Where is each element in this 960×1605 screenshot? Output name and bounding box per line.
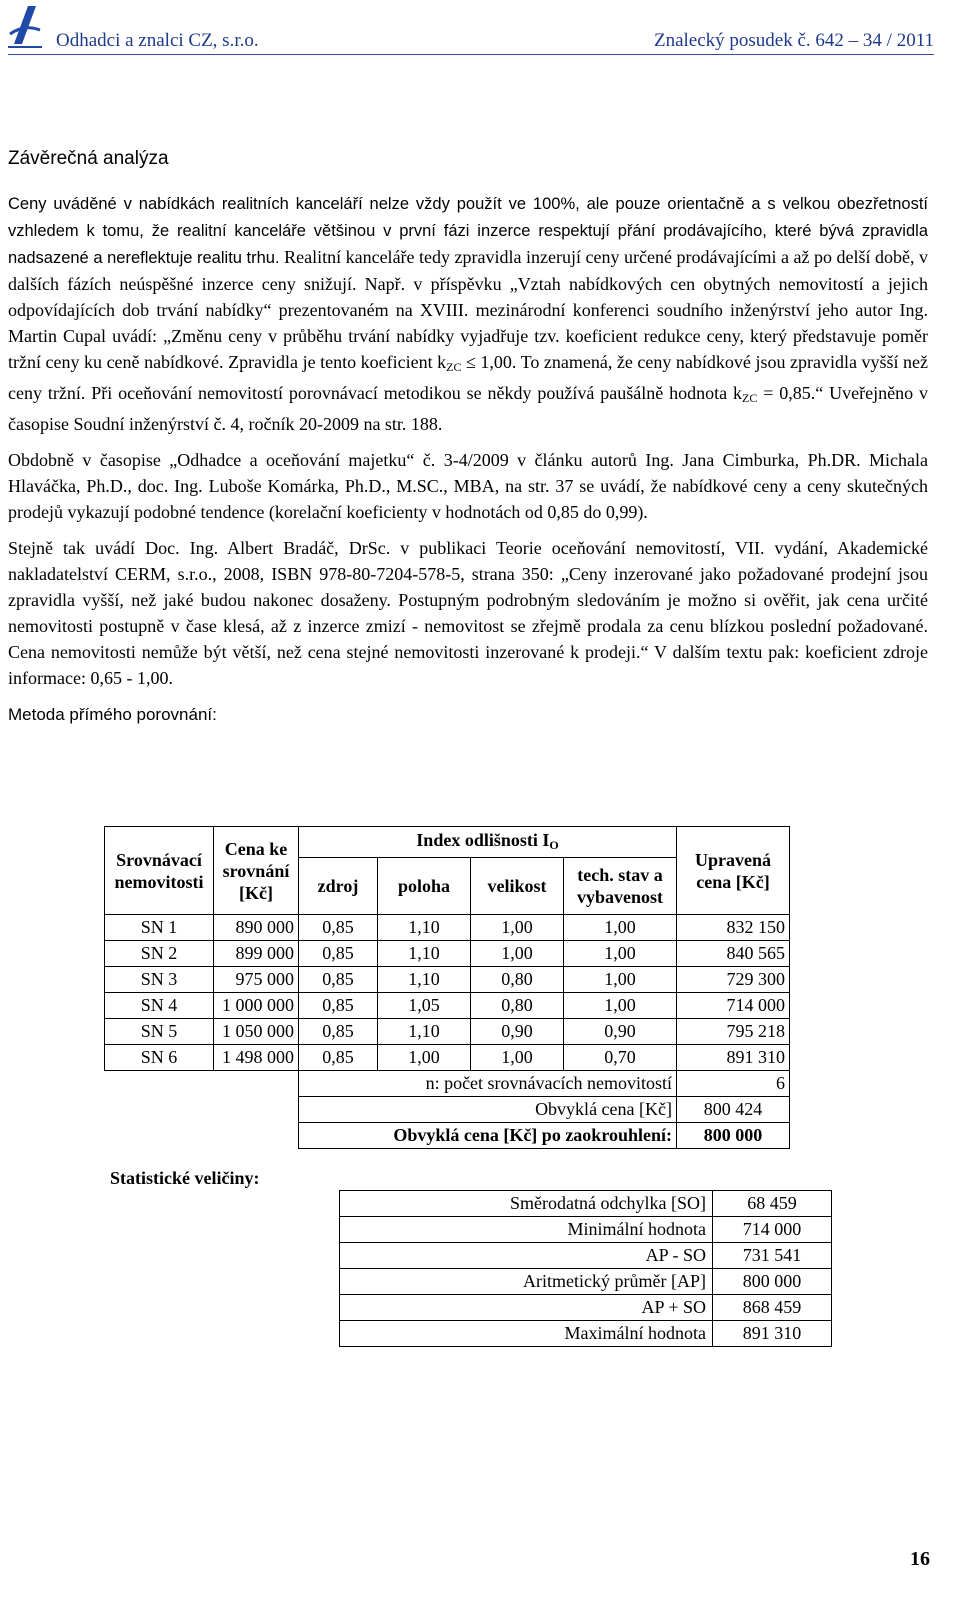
cell: 1,10 — [378, 915, 471, 941]
cell: SN 6 — [105, 1045, 214, 1071]
comparison-table — [104, 826, 790, 1149]
cell: 1,05 — [378, 993, 471, 1019]
table-header-row — [105, 827, 790, 858]
cell: 1,00 — [471, 1045, 564, 1071]
stat-label: Aritmetický průměr [AP] — [340, 1269, 713, 1295]
table-row — [340, 1321, 832, 1347]
header-stav: tech. stav a vybavenost — [564, 858, 677, 915]
cell: 1 498 000 — [214, 1045, 299, 1071]
blank-cell — [105, 1123, 299, 1149]
cell: 891 310 — [677, 1045, 790, 1071]
cell: 0,85 — [299, 941, 378, 967]
table-row — [105, 1045, 790, 1071]
paragraph-bradac: Stejně tak uvádí Doc. Ing. Albert Bradáč, DrSc. v publikaci Teorie oceňování nemovitostí, VII. vydání, Akademické nakladatelství CERM, s.r.o., 2008, ISBN 978-80-7204-578-5, strana 350: „Ceny inzerované jako požadované prodejní jsou zpravidla vyšší, než jaké budou nakonec dosaženy. Postupným podrobným sledováním je možno si ověřit, jak cena určité nemovitosti postupně v čase klesá, až z inzerce zmizí - nemovitost se zřejmě prodala za cenu blízkou poslední požadované. Cena nemovitosti nemůže být větší, než cena stejné nemovitosti inzerované k prodeji.“ V dalším textu pak: koeficient zdroje informace: 0,65 - 1,00. — [8, 538, 928, 688]
cell: 0,85 — [299, 1019, 378, 1045]
average-label: Obvyklá cena [Kč] — [299, 1097, 677, 1123]
cell: SN 2 — [105, 941, 214, 967]
cell: 1 000 000 — [214, 993, 299, 1019]
table-row — [340, 1295, 832, 1321]
document-body — [8, 146, 928, 737]
intro-text-d: ≤ 1,00. To znamená, že ceny nabídkové jsou zpravidla vyšší než ceny tržní. Při oceňování nemovitostí porovnávací metodikou se někdy používá paušálně hodnota k — [8, 352, 928, 403]
subscript-zc-2: ZC — [741, 391, 758, 405]
count-value: 6 — [677, 1071, 790, 1097]
cell: 1,00 — [564, 915, 677, 941]
header-upravena: Upravená cena [Kč] — [677, 827, 790, 915]
average-value: 800 424 — [677, 1097, 790, 1123]
header-index-sub: O — [549, 837, 559, 852]
blank-cell — [105, 1097, 299, 1123]
table-row — [340, 1217, 832, 1243]
rounded-label: Obvyklá cena [Kč] po zaokrouhlení: — [299, 1123, 677, 1149]
cell: SN 1 — [105, 915, 214, 941]
paragraph-similar: Obdobně v časopise „Odhadce a oceňování majetku“ č. 3-4/2009 v článku autorů Ing. Jana Cimburka, Ph.DR. Michala Hlaváčka, Ph.D., doc. Ing. Luboše Komárka, Ph.D., M.SC., MBA, na str. 37 se uvádí, že nabídkové ceny a ceny skutečných prodejů vykazují podobné tendence (korelační koeficienty v hodnotách od 0,85 do 0,99). — [8, 450, 928, 522]
page-number: 16 — [910, 1548, 930, 1570]
table-row — [105, 915, 790, 941]
header-divider — [8, 54, 934, 55]
cell: 1,10 — [378, 967, 471, 993]
page-header — [0, 0, 960, 56]
header-report-number: Znalecký posudek č. 642 – 34 / 2011 — [653, 30, 934, 51]
cell: 840 565 — [677, 941, 790, 967]
cell: 0,90 — [564, 1019, 677, 1045]
header-velikost: velikost — [471, 858, 564, 915]
summary-row-count — [105, 1071, 790, 1097]
cell: 729 300 — [677, 967, 790, 993]
stat-value: 731 541 — [713, 1243, 832, 1269]
company-logo-icon — [8, 4, 42, 48]
stat-label: Maximální hodnota — [340, 1321, 713, 1347]
intro-text-e: = 0,85.“ Uveřejněno v časopise Soudní inženýrství č. 4, ročník 20-2009 na str. 188. — [8, 383, 928, 434]
subscript-zc-1: ZC — [446, 360, 462, 374]
cell: 0,85 — [299, 993, 378, 1019]
stat-label: AP - SO — [340, 1243, 713, 1269]
table-row — [105, 941, 790, 967]
intro-text-b: Realitní kanceláře tedy zpravidla inzerují ceny určené prodávajícími a až po delší době, v dalších fázích neúspěšné inzerce ceny snižují. — [8, 247, 928, 294]
cell: 0,85 — [299, 967, 378, 993]
stat-value: 868 459 — [713, 1295, 832, 1321]
header-index — [299, 827, 677, 858]
cell: 1,00 — [564, 967, 677, 993]
cell: 0,80 — [471, 993, 564, 1019]
cell: 0,85 — [299, 915, 378, 941]
cell: 899 000 — [214, 941, 299, 967]
cell: 832 150 — [677, 915, 790, 941]
summary-row-average — [105, 1097, 790, 1123]
statistics-table — [339, 1190, 832, 1347]
statistics-label: Statistické veličiny: — [110, 1168, 260, 1188]
table-row — [340, 1243, 832, 1269]
intro-text-c: Např. v příspěvku „Vztah nabídkových cen obytných nemovitostí a jejich odpovídajících dob trvání nabídky“ prezentovaném na XVIII. mezinárodní konferenci soudního inženýrství jeho autor Ing. Martin Cupal uvádí: „Změnu ceny v průběhu trvání nabídky vyjadřuje tzv. koeficient redukce ceny, který představuje poměr tržní ceny ku ceně nabídkové. Zpravidla je tento koeficient k — [8, 274, 928, 372]
count-label: n: počet srovnávacích nemovitostí — [299, 1071, 677, 1097]
paragraph-intro — [8, 190, 928, 437]
cell: 0,80 — [471, 967, 564, 993]
cell: 1,00 — [471, 915, 564, 941]
cell: 714 000 — [677, 993, 790, 1019]
table-row — [340, 1269, 832, 1295]
stat-value: 68 459 — [713, 1191, 832, 1217]
stat-value: 891 310 — [713, 1321, 832, 1347]
method-heading: Metoda přímého porovnání: — [8, 705, 217, 724]
blank-cell — [105, 1071, 299, 1097]
summary-row-rounded — [105, 1123, 790, 1149]
cell: 975 000 — [214, 967, 299, 993]
header-company: Odhadci a znalci CZ, s.r.o. — [56, 30, 259, 51]
table-row — [105, 1019, 790, 1045]
cell: 1,10 — [378, 941, 471, 967]
cell: 890 000 — [214, 915, 299, 941]
table-row — [105, 967, 790, 993]
rounded-value: 800 000 — [677, 1123, 790, 1149]
cell: 1,00 — [378, 1045, 471, 1071]
cell: 0,70 — [564, 1045, 677, 1071]
cell: SN 3 — [105, 967, 214, 993]
header-zdroj: zdroj — [299, 858, 378, 915]
cell: 795 218 — [677, 1019, 790, 1045]
cell: 1,10 — [378, 1019, 471, 1045]
cell: 1,00 — [471, 941, 564, 967]
stat-label: Minimální hodnota — [340, 1217, 713, 1243]
stat-value: 800 000 — [713, 1269, 832, 1295]
cell: 1 050 000 — [214, 1019, 299, 1045]
intro-text-a: Ceny uváděné v nabídkách realitních kanceláří nelze vždy použít ve 100%, ale pouze orientačně a s velkou obezřetností vzhledem k tomu, že realitní kanceláře většinou v první fázi inzerce respektují přání prodávajícího, které bývá zpravidla nadsazené a nereflektuje realitu trhu. — [8, 195, 928, 267]
stat-value: 714 000 — [713, 1217, 832, 1243]
cell: 0,90 — [471, 1019, 564, 1045]
cell: 0,85 — [299, 1045, 378, 1071]
table-row — [105, 993, 790, 1019]
header-index-label: Index odlišnosti I — [416, 829, 550, 850]
cell: 1,00 — [564, 993, 677, 1019]
section-title: Závěrečná analýza — [8, 148, 169, 169]
header-poloha: poloha — [378, 858, 471, 915]
stat-label: Směrodatná odchylka [SO] — [340, 1191, 713, 1217]
stat-label: AP + SO — [340, 1295, 713, 1321]
cell: SN 5 — [105, 1019, 214, 1045]
cell: SN 4 — [105, 993, 214, 1019]
header-srovnavaci: Srovnávací nemovitosti — [105, 827, 214, 915]
table-row — [340, 1191, 832, 1217]
header-cena: Cena ke srovnání [Kč] — [214, 827, 299, 915]
cell: 1,00 — [564, 941, 677, 967]
